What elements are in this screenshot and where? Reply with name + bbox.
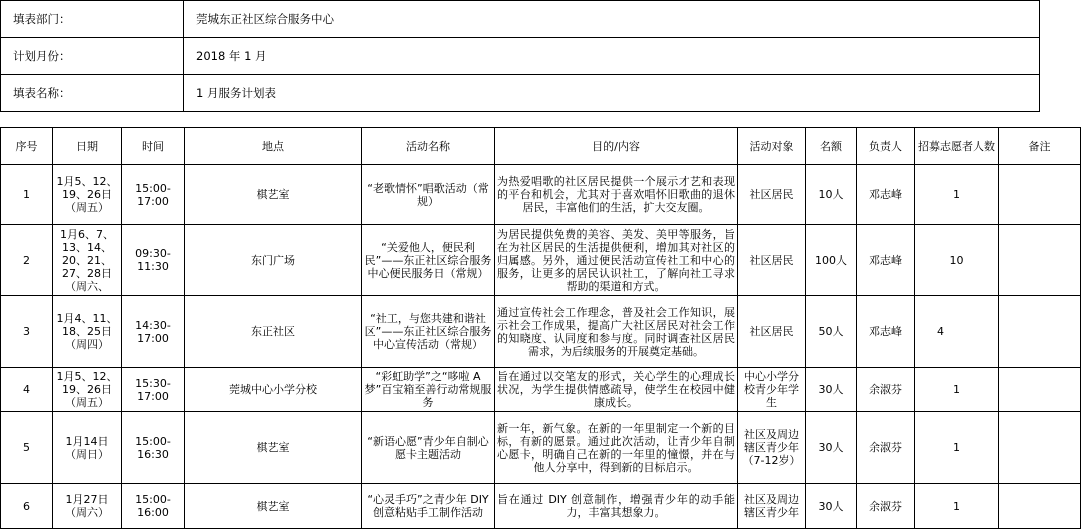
cell-target: 社区及周边辖区青少年（7-12岁）	[738, 412, 806, 484]
form-name-value: 1 月服务计划表	[184, 75, 1040, 112]
cell-purpose	[495, 225, 738, 296]
cell-place: 东正社区	[185, 296, 362, 368]
cell-volunteers: 10	[915, 225, 999, 296]
purpose-text: 为居民提供免费的美容、美发、美甲等服务，旨在为社区居民的生活提供便利，增加其对社区的归属感。另外，通过便民活动宣传社工和中心的服务，让更多的居民认识社工，了解向社工寻求帮助的渠道和方式。	[497, 227, 735, 293]
cell-target: 中心小学分校青少年学生	[738, 368, 806, 412]
target-text: 社区及周边辖区青少年	[744, 493, 799, 519]
cell-activity: “新语心愿”青少年自制心愿卡主题活动	[362, 412, 495, 484]
purpose-text: 新一年，新气象。在新的一年里制定一个新的目标，有新的愿景。通过此次活动，让青少年自制心愿卡，明确自己在新的一年里的憧憬，并在与他人分享中，得到新的目标启示。	[497, 421, 735, 474]
cell-place: 莞城中心小学分校	[185, 368, 362, 412]
cell-activity: “关爱他人，便民利民”——东正社区综合服务中心便民服务日（常规）	[362, 225, 495, 296]
info-table	[0, 0, 1040, 112]
cell-time: 15:30-17:00	[122, 368, 185, 412]
col-header-volunteers: 招募志愿者人数	[915, 128, 999, 165]
cell-quota: 30人	[806, 368, 857, 412]
table-row	[1, 296, 1081, 368]
cell-time: 14:30-17:00	[122, 296, 185, 368]
cell-owner: 余淑芬	[857, 368, 915, 412]
cell-remark	[999, 296, 1081, 368]
cell-no: 5	[1, 412, 53, 484]
cell-time: 15:00-16:00	[122, 484, 185, 529]
table-row	[1, 165, 1081, 225]
cell-volunteers: 4	[915, 296, 999, 368]
cell-volunteers: 1	[915, 412, 999, 484]
purpose-text: 为热爱唱歌的社区居民提供一个展示才艺和表现的平台和机会，尤其对于喜欢唱怀旧歌曲的退休居民，丰富他们的生活，扩大交友圈。	[497, 175, 735, 214]
cell-remark	[999, 412, 1081, 484]
date-text: 1月6、7、13、14、20、21、27、28日（周六、	[60, 227, 114, 293]
cell-purpose	[495, 484, 738, 529]
cell-date: 1月5、12、19、26日（周五）	[53, 165, 122, 225]
month-row	[1, 38, 1040, 75]
col-header-place: 地点	[185, 128, 362, 165]
col-header-date: 日期	[53, 128, 122, 165]
cell-activity: “老歌情怀”唱歌活动（常规）	[362, 165, 495, 225]
cell-remark	[999, 368, 1081, 412]
purpose-text: 旨在通过以交笔友的形式，关心学生的心理成长状况，为学生提供情感疏导，使学生在校园中健康成长。	[497, 370, 735, 409]
cell-volunteers: 1	[915, 368, 999, 412]
table-row	[1, 368, 1081, 412]
cell-date: 1月4、11、18、25日（周四）	[53, 296, 122, 368]
col-header-no: 序号	[1, 128, 53, 165]
month-label: 计划月份：	[1, 38, 184, 75]
purpose-text: 旨在通过 DIY 创意制作，增强青少年的动手能力，丰富其想象力。	[497, 493, 735, 519]
cell-target: 社区居民	[738, 225, 806, 296]
cell-date: 1月27日（周六）	[53, 484, 122, 529]
cell-activity: “彩虹助学”之“哆啦 A 梦”百宝箱至善行动常规服务	[362, 368, 495, 412]
cell-quota: 10人	[806, 165, 857, 225]
cell-quota: 30人	[806, 412, 857, 484]
cell-volunteers: 1	[915, 484, 999, 529]
service-plan-table	[0, 127, 1081, 529]
cell-remark	[999, 225, 1081, 296]
dept-row	[1, 1, 1040, 38]
header-row	[1, 128, 1081, 165]
cell-remark	[999, 165, 1081, 225]
cell-remark	[999, 484, 1081, 529]
cell-owner: 邓志峰	[857, 296, 915, 368]
month-value: 2018 年 1 月	[184, 38, 1040, 75]
cell-time: 09:30-11:30	[122, 225, 185, 296]
cell-activity: “社工，与您共建和谐社区”——东正社区综合服务中心宣传活动（常规）	[362, 296, 495, 368]
cell-no: 4	[1, 368, 53, 412]
dept-label: 填表部门：	[1, 1, 184, 38]
cell-place: 棋艺室	[185, 484, 362, 529]
cell-activity: “心灵手巧”之青少年 DIY创意粘贴手工制作活动	[362, 484, 495, 529]
cell-no: 2	[1, 225, 53, 296]
table-row	[1, 225, 1081, 296]
col-header-target: 活动对象	[738, 128, 806, 165]
cell-purpose	[495, 368, 738, 412]
cell-no: 1	[1, 165, 53, 225]
cell-owner: 余淑芬	[857, 412, 915, 484]
cell-quota: 100人	[806, 225, 857, 296]
cell-target: 社区居民	[738, 296, 806, 368]
cell-place: 棋艺室	[185, 412, 362, 484]
col-header-activity: 活动名称	[362, 128, 495, 165]
cell-place: 棋艺室	[185, 165, 362, 225]
purpose-text: 通过宣传社会工作理念，普及社会工作知识，展示社会工作成果，提高广大社区居民对社会工作的知晓度、认同度和参与度。同时调查社区居民需求，为后续服务的开展奠定基础。	[497, 305, 735, 358]
table-row	[1, 412, 1081, 484]
cell-no: 3	[1, 296, 53, 368]
cell-owner: 余淑芬	[857, 484, 915, 529]
cell-purpose	[495, 165, 738, 225]
col-header-owner: 负责人	[857, 128, 915, 165]
cell-no: 6	[1, 484, 53, 529]
cell-date: 1月14日（周日）	[53, 412, 122, 484]
cell-time: 15:00-17:00	[122, 165, 185, 225]
form-name-label: 填表名称：	[1, 75, 184, 112]
cell-quota: 50人	[806, 296, 857, 368]
cell-purpose	[495, 296, 738, 368]
cell-date: 1月5、12、19、26日（周五）	[53, 368, 122, 412]
col-header-remark: 备注	[999, 128, 1081, 165]
cell-target	[738, 484, 806, 529]
cell-purpose	[495, 412, 738, 484]
col-header-purpose: 目的/内容	[495, 128, 738, 165]
col-header-time: 时间	[122, 128, 185, 165]
cell-target: 社区居民	[738, 165, 806, 225]
cell-owner: 邓志峰	[857, 225, 915, 296]
name-row	[1, 75, 1040, 112]
cell-quota: 30人	[806, 484, 857, 529]
cell-date	[53, 225, 122, 296]
cell-place: 东门广场	[185, 225, 362, 296]
cell-owner: 邓志峰	[857, 165, 915, 225]
cell-time: 15:00-16:30	[122, 412, 185, 484]
dept-value: 莞城东正社区综合服务中心	[184, 1, 1040, 38]
col-header-quota: 名额	[806, 128, 857, 165]
table-row	[1, 484, 1081, 529]
cell-volunteers: 1	[915, 165, 999, 225]
